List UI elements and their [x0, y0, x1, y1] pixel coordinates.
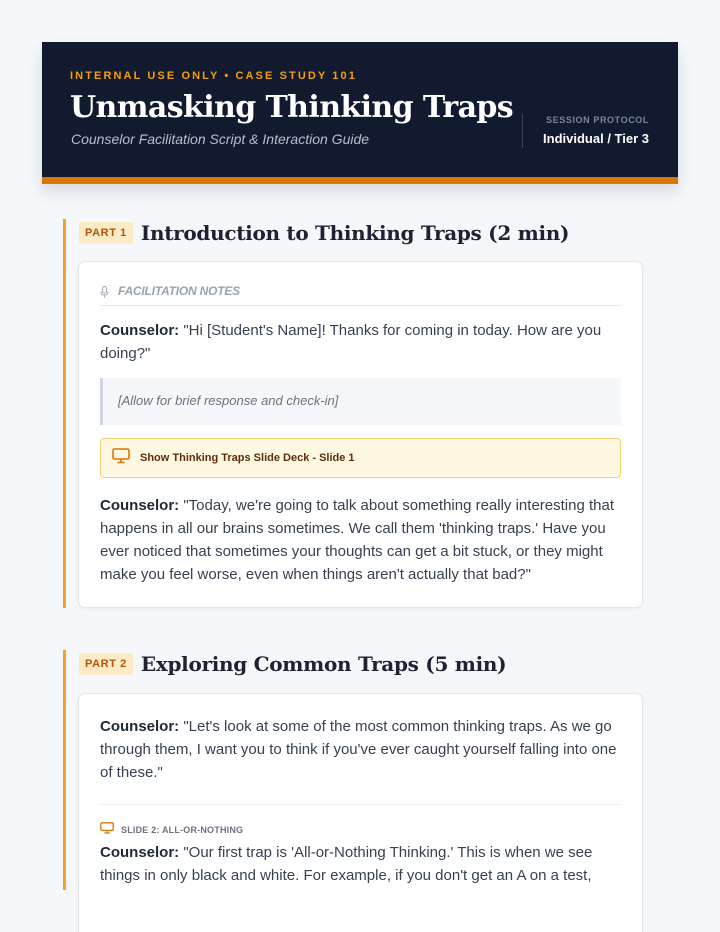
script-card	[78, 261, 643, 608]
part-2-heading	[79, 650, 506, 678]
microphone-icon	[100, 285, 109, 303]
part-title: Exploring Common Traps (5 min)	[140, 652, 507, 676]
part-badge: PART 1	[79, 222, 133, 244]
script-card	[78, 693, 643, 932]
dialogue-text: "Hi [Student's Name]! Thanks for coming in today. How are you doing?"	[100, 322, 602, 362]
monitor-icon	[112, 448, 130, 469]
divider	[100, 804, 621, 805]
page-title: Unmasking Thinking Traps	[70, 90, 514, 125]
header-divider	[522, 114, 523, 148]
part-1-heading	[79, 219, 569, 247]
part-1-section	[63, 219, 643, 608]
speaker-label: Counselor:	[100, 844, 180, 861]
facilitation-notes-label: FACILITATION NOTES	[118, 284, 240, 298]
counselor-line	[100, 494, 628, 586]
dialogue-text: "Our first trap is 'All-or-Nothing Thinking.' This is when we see things in only black and white. For example, if you don't get an A on a test,	[100, 844, 593, 884]
monitor-icon	[100, 821, 114, 839]
protocol-label: SESSION PROTOCOL	[546, 115, 649, 125]
part-2-section	[63, 650, 643, 890]
counselor-line	[100, 319, 620, 365]
stage-direction: [Allow for brief response and check-in]	[100, 378, 621, 425]
counselor-line	[100, 841, 625, 887]
slide-callout	[100, 438, 621, 478]
counselor-line	[100, 715, 625, 784]
header-eyebrow: INTERNAL USE ONLY • CASE STUDY 101	[70, 70, 357, 82]
speaker-label: Counselor:	[100, 718, 180, 735]
slide-reference	[100, 821, 243, 839]
facilitation-notes-header	[100, 284, 621, 306]
dialogue-text: "Today, we're going to talk about something really interesting that happens in all our brains sometimes. We call them 'thinking traps.' Have you ever noticed that sometimes your thoughts can get a bit stuck, or they might make you feel worse, even when things aren't actually that bad?"	[100, 497, 614, 583]
slide-reference-label: SLIDE 2: ALL-OR-NOTHING	[121, 825, 244, 835]
page-header	[42, 42, 678, 184]
speaker-label: Counselor:	[100, 497, 180, 514]
part-badge: PART 2	[79, 653, 133, 675]
dialogue-text: "Let's look at some of the most common thinking traps. As we go through them, I want you to think if you've ever caught yourself falling into one of these."	[100, 718, 617, 781]
part-title: Introduction to Thinking Traps (2 min)	[140, 221, 570, 245]
speaker-label: Counselor:	[100, 322, 180, 339]
page-subtitle: Counselor Facilitation Script & Interaction Guide	[71, 131, 370, 147]
protocol-value: Individual / Tier 3	[543, 131, 649, 146]
slide-callout-text: Show Thinking Traps Slide Deck - Slide 1	[140, 452, 355, 464]
